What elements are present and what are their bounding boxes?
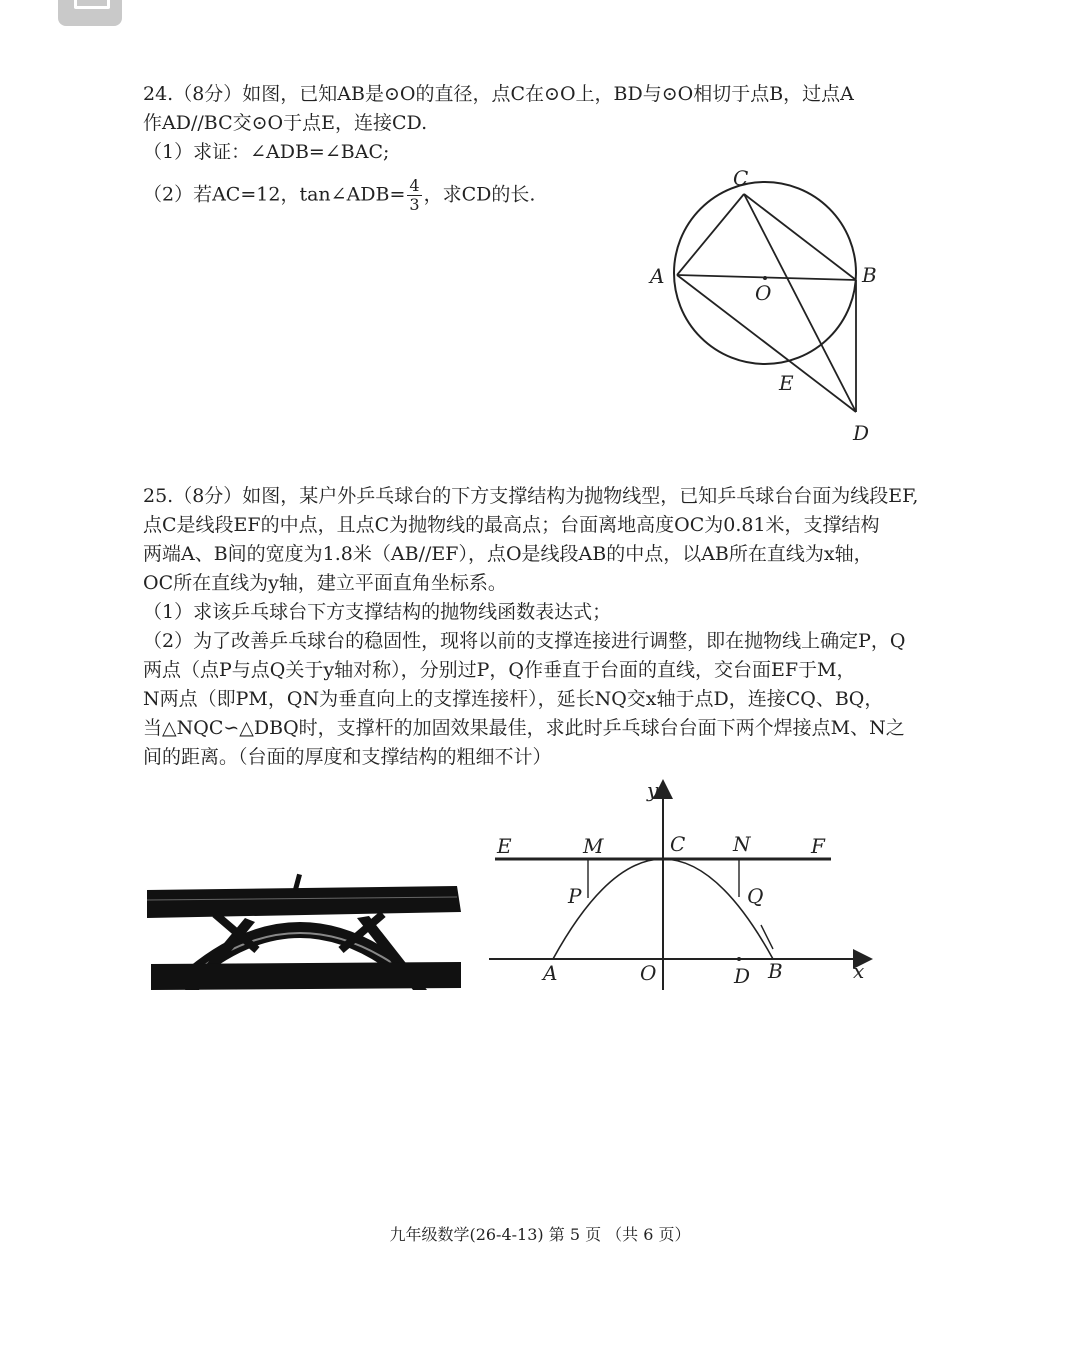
- problem-25-question-1: （1）求该乒乓球台下方支撑结构的抛物线函数表达式；: [143, 601, 612, 623]
- problem-24-line-1: 24.（8分）如图，已知AB是⊙O的直径，点C在⊙O上，BD与⊙O相切于点B，过点A: [143, 83, 854, 105]
- label-e: E: [779, 371, 794, 395]
- segment-ac: [677, 194, 744, 275]
- problem-24-question-1: （1）求证：∠ADB=∠BAC;: [143, 141, 390, 163]
- window-corner-tab: [58, 0, 122, 26]
- label-q: Q: [747, 884, 764, 908]
- ping-pong-table-photo: [145, 872, 465, 997]
- label-o: O: [640, 961, 657, 985]
- label-b: B: [862, 263, 877, 287]
- center-point: [763, 276, 767, 280]
- problem-25-figure: [485, 775, 880, 995]
- label-a: A: [543, 961, 558, 985]
- label-d: D: [734, 964, 751, 988]
- segment-cb: [744, 194, 856, 280]
- label-m: M: [583, 834, 604, 858]
- ground-bar: [151, 962, 461, 990]
- label-y: y: [647, 778, 659, 802]
- label-a: A: [650, 264, 665, 288]
- label-x: x: [853, 959, 865, 983]
- label-o: O: [755, 281, 772, 305]
- problem-24-figure: [640, 160, 900, 450]
- table-top: [147, 886, 461, 918]
- page-footer: 九年级数学(26-4-13) 第 5 页 （共 6 页）: [389, 1225, 691, 1244]
- problem-25-line-2: 点C是线段EF的中点，且点C为抛物线的最高点；台面离地高度OC为0.81米，支撑结构: [143, 514, 880, 536]
- label-f: F: [811, 834, 825, 858]
- problem-25: [143, 482, 933, 772]
- problem-25-question-2-line-5: 间的距离。（台面的厚度和支撑结构的粗细不计）: [143, 746, 552, 768]
- problem-25-line-3: 两端A、B间的宽度为1.8米（AB//EF），点O是线段AB的中点，以AB所在直线为x轴，: [143, 543, 873, 565]
- label-b: B: [768, 959, 783, 983]
- segment-qb: [761, 925, 773, 949]
- problem-24-question-2: （2）若AC=12，tan∠ADB= $\frac{4}{3}$ ，求CD的长.: [143, 176, 536, 214]
- label-d: D: [853, 421, 870, 445]
- problem-25-line-4: OC所在直线为y轴，建立平面直角坐标系。: [143, 572, 507, 594]
- problem-25-question-2-line-4: 当△NQC∽△DBQ时，支撑杆的加固效果最佳，求此时乒乓球台台面下两个焊接点M、N之: [143, 717, 905, 739]
- problem-25-question-2-line-1: （2）为了改善乒乓球台的稳固性，现将以前的支撑连接进行调整，即在抛物线上确定P，Q: [143, 630, 906, 652]
- label-c: C: [670, 832, 686, 856]
- label-e: E: [497, 834, 512, 858]
- problem-25-line-1: 25.（8分）如图，某户外乒乓球台的下方支撑结构为抛物线型，已知乒乓球台台面为线段EF,: [143, 485, 919, 507]
- problem-24-line-2: 作AD//BC交⊙O于点E，连接CD.: [143, 112, 428, 134]
- fraction-4-3: $\frac{4}{3}$: [409, 176, 420, 214]
- label-c: C: [733, 166, 749, 190]
- point-d-dot: [737, 957, 741, 961]
- problem-25-question-2-line-3: N两点（即PM，QN为垂直向上的支撑连接杆），延长NQ交x轴于点D，连接CQ、BQ，: [143, 688, 884, 710]
- label-p: P: [568, 884, 582, 908]
- label-n: N: [733, 832, 751, 856]
- problem-25-question-2-line-2: 两点（点P与点Q关于y轴对称），分别过P，Q作垂直于台面的直线，交台面EF于M，: [143, 659, 856, 681]
